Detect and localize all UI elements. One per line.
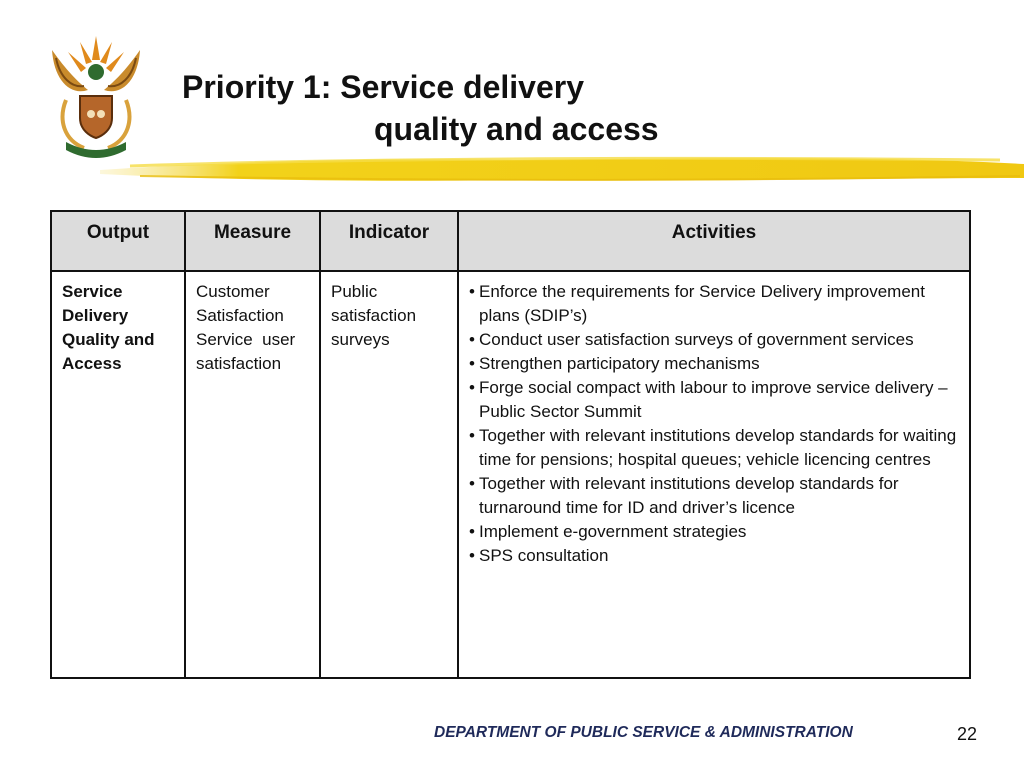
measure-line: Customer [196,282,270,301]
output-line: Quality and [62,330,155,349]
list-item: • Enforce the requirements for Service Delivery improvement plans (SDIP’s) [469,280,961,328]
measure-line: Satisfaction [196,306,284,325]
output-line: Access [62,354,122,373]
list-item: • Forge social compact with labour to improve service delivery – Public Sector Summit [469,376,961,424]
measure-line: Service user [196,330,296,349]
list-item: • SPS consultation [469,544,961,568]
output-line: Service [62,282,123,301]
priority-table [50,210,971,679]
indicator-line: Public [331,282,378,301]
list-item: • Conduct user satisfaction surveys of government services [469,328,961,352]
indicator-line: surveys [331,330,390,349]
title-line-2: quality and access [374,111,659,147]
measure-line: satisfaction [196,354,282,373]
table-row [51,271,970,678]
output-line: Delivery [62,306,129,325]
yellow-brush-stroke [100,148,1024,190]
list-item: • Strengthen participatory mechanisms [469,352,961,376]
indicator-line: satisfaction [331,306,417,325]
measure-cell [185,271,320,678]
page-title [182,66,659,150]
coat-of-arms-icon [44,30,148,158]
column-header-indicator: Indicator [320,211,458,271]
footer-department: DEPARTMENT OF PUBLIC SERVICE & ADMINISTRATION [434,724,853,741]
output-cell [51,271,185,678]
indicator-cell [320,271,458,678]
list-item: • Together with relevant institutions develop standards for turnaround time for ID and driver’s licence [469,472,961,520]
table-header-row [51,211,970,271]
activities-list [469,280,961,568]
column-header-measure: Measure [185,211,320,271]
list-item: • Implement e-government strategies [469,520,961,544]
list-item: • Together with relevant institutions develop standards for waiting time for pensions; hospital queues; vehicle licencing centres [469,424,961,472]
page-number: 22 [957,724,978,744]
title-line-1: Priority 1: Service delivery [182,69,584,105]
activities-cell [458,271,970,678]
column-header-output: Output [51,211,185,271]
column-header-activities: Activities [458,211,970,271]
